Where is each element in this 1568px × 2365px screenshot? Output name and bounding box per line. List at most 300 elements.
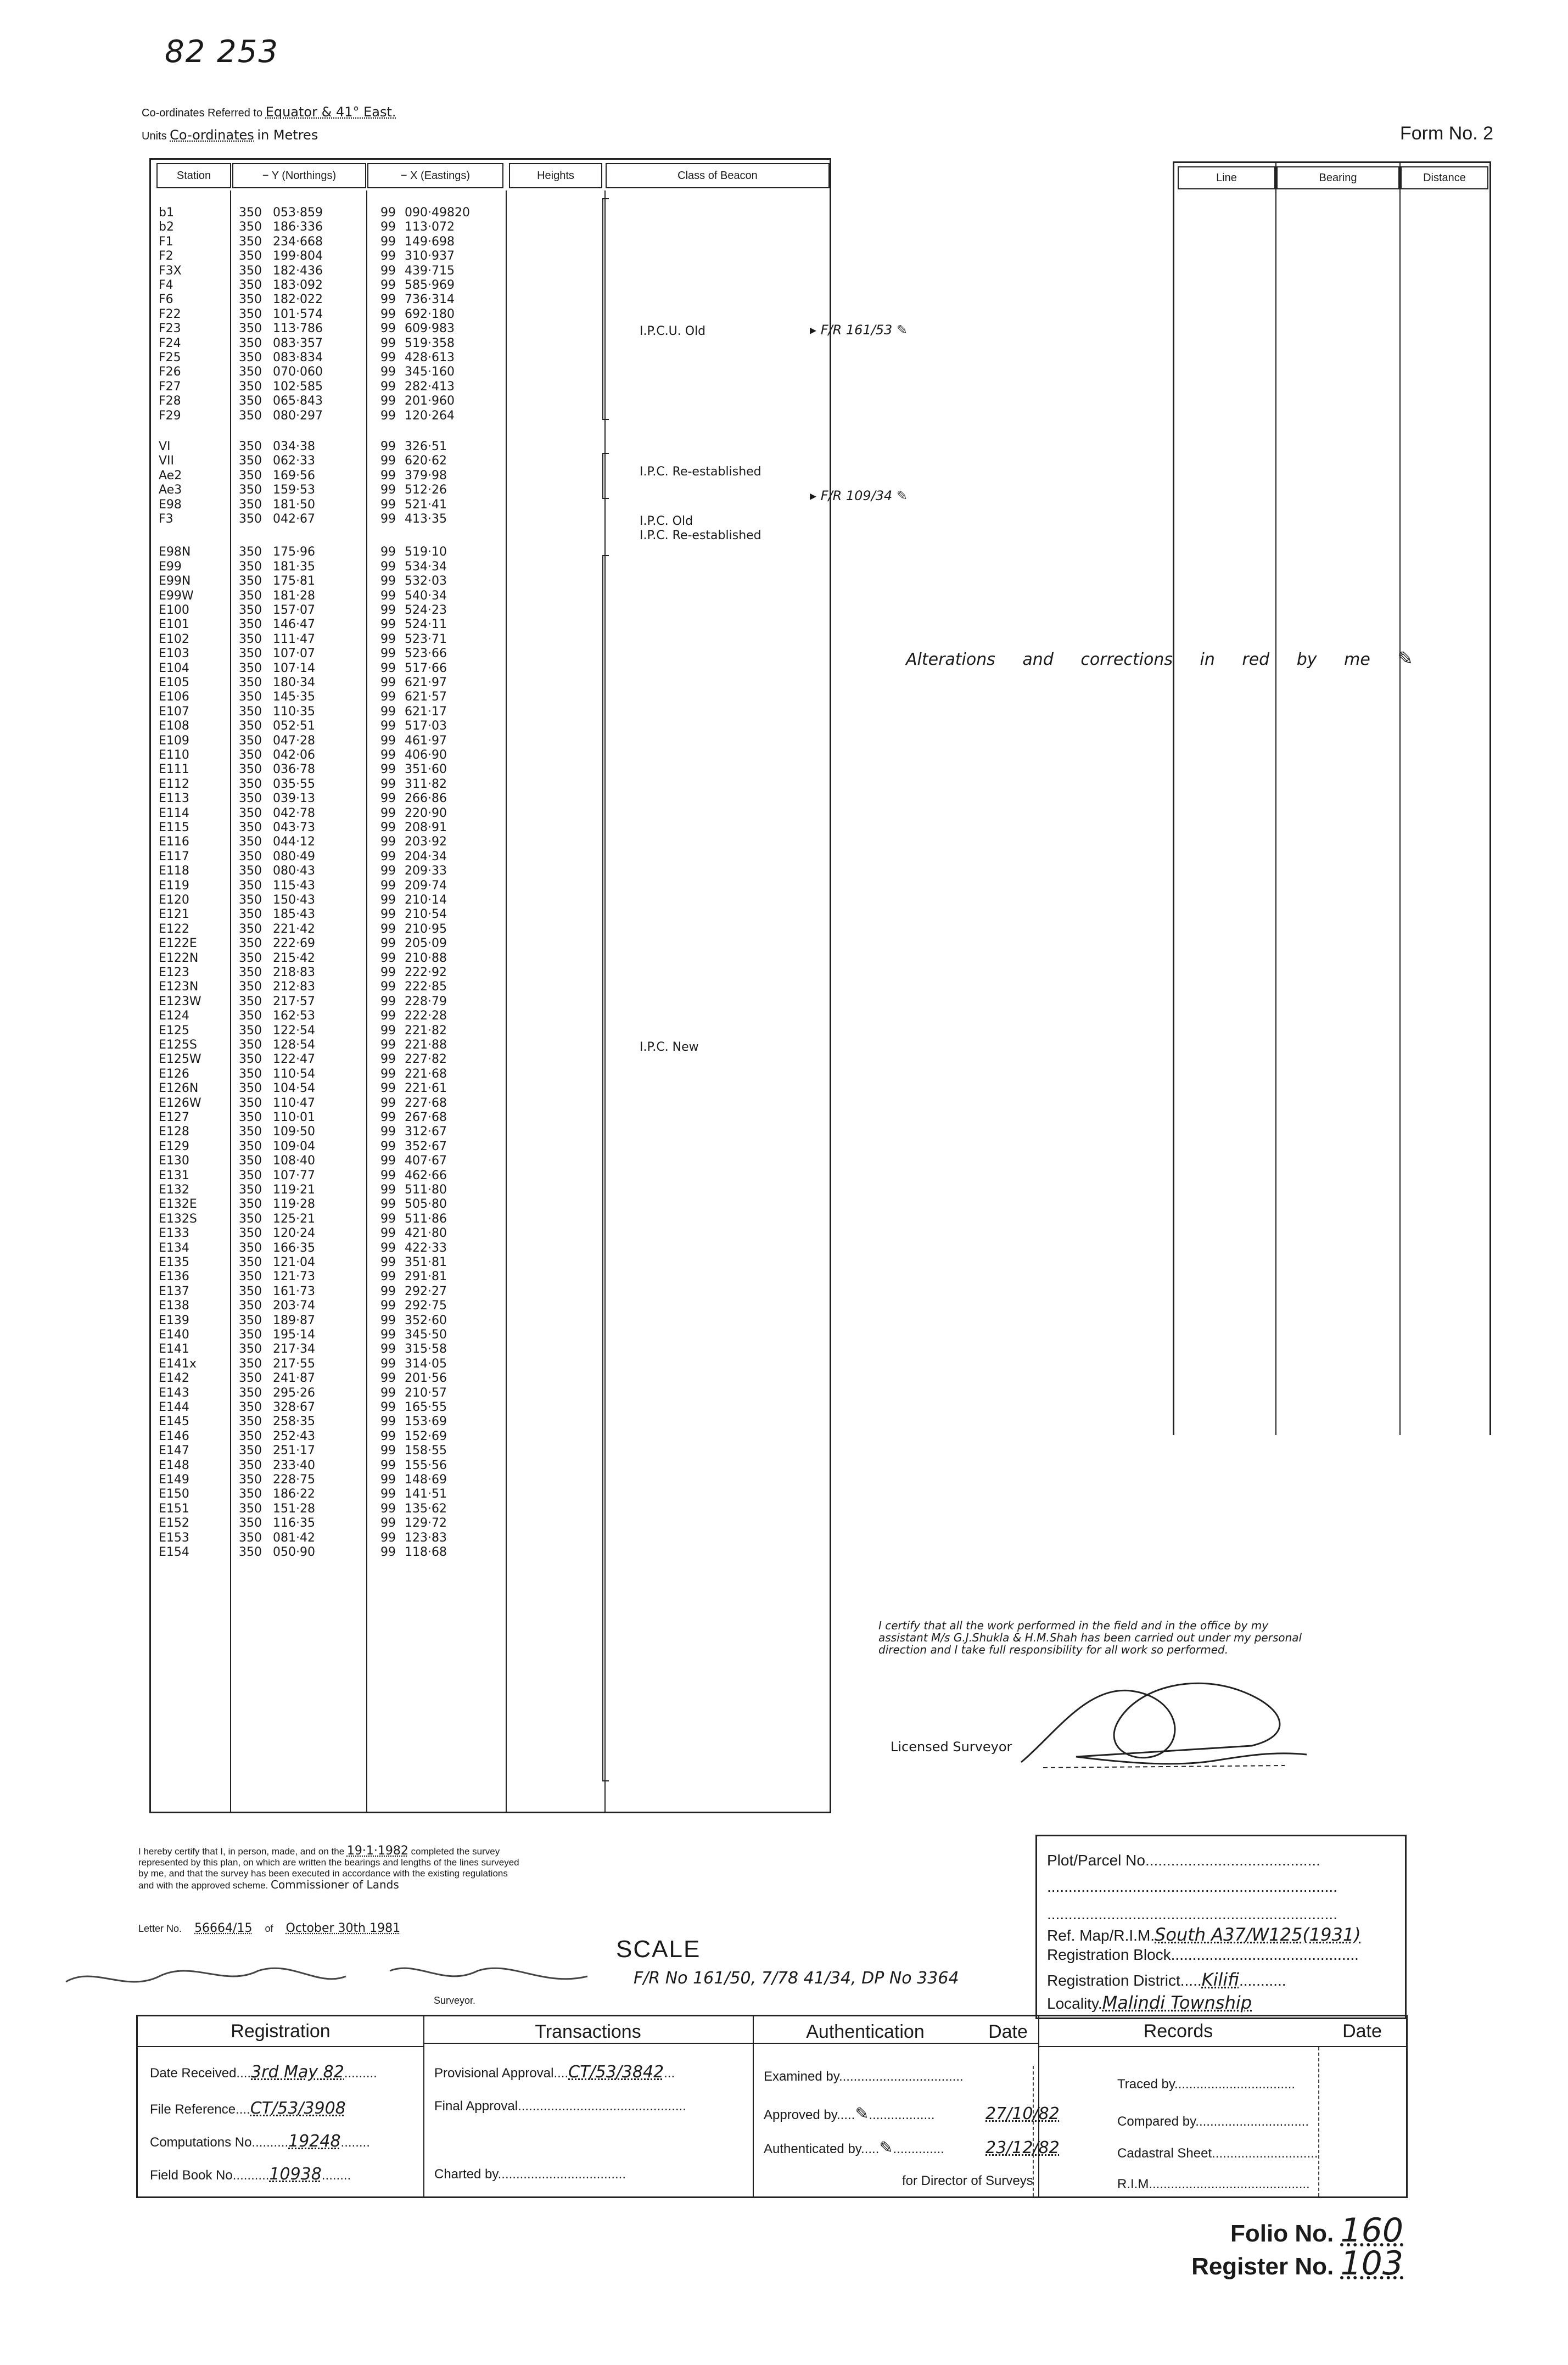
northing-value: 042·67	[273, 512, 315, 526]
northing-prefix: 350	[239, 336, 262, 350]
northing-value: 128·54	[273, 1038, 315, 1052]
easting-value: 209·33	[405, 864, 447, 878]
easting-prefix: 99	[380, 365, 396, 379]
easting-value: 227·82	[405, 1052, 447, 1067]
northing-prefix: 350	[239, 249, 262, 264]
northing-value: 150·43	[273, 893, 315, 907]
easting-prefix: 99	[380, 966, 396, 979]
surveyor-label: Surveyor.	[434, 1995, 476, 2006]
northing-value: 047·28	[273, 733, 315, 748]
easting-prefix: 99	[380, 835, 396, 849]
easting-value: 621·97	[405, 676, 447, 690]
easting-value: 205·09	[405, 937, 447, 951]
dashed-divider	[1318, 2047, 1319, 2196]
northing-prefix: 350	[239, 849, 262, 864]
easting-value: 282·413	[405, 379, 455, 394]
easting-prefix: 99	[380, 676, 396, 690]
beacon-class-5: I.P.C. New	[640, 1040, 699, 1054]
easting-prefix: 99	[380, 468, 396, 483]
station-cell: VI	[159, 440, 171, 453]
locality-line: Locality.Malindi Township	[1047, 1992, 1252, 2013]
letter-line: Letter No. 56664/15 of October 30th 1981	[138, 1921, 410, 1935]
station-cell: E136	[159, 1270, 189, 1284]
header-eastings: − X (Eastings)	[367, 163, 503, 188]
station-cell: F28	[159, 394, 181, 408]
traced-by-line: Traced by.................................	[1117, 2077, 1296, 2092]
station-cell: F4	[159, 278, 173, 292]
easting-prefix: 99	[380, 893, 396, 907]
northing-prefix: 350	[239, 220, 262, 234]
easting-value: 141·51	[405, 1487, 447, 1501]
col-divider	[366, 190, 367, 1812]
northing-prefix: 350	[239, 1501, 262, 1516]
station-cell: E109	[159, 733, 189, 748]
easting-value: 165·55	[405, 1400, 447, 1414]
easting-prefix: 99	[380, 1531, 396, 1545]
easting-value: 201·56	[405, 1371, 447, 1386]
station-cell: F29	[159, 408, 181, 423]
station-cell: E121	[159, 907, 189, 922]
northing-value: 034·38	[273, 440, 315, 453]
northing-prefix: 350	[239, 1415, 262, 1429]
northing-value: 175·81	[273, 574, 315, 589]
header-heights: Heights	[509, 163, 602, 188]
easting-value: 221·61	[405, 1081, 447, 1096]
northing-value: 166·35	[273, 1241, 315, 1255]
easting-prefix: 99	[380, 206, 396, 220]
easting-prefix: 99	[380, 1313, 396, 1327]
northing-value: 161·73	[273, 1284, 315, 1298]
beacon-class-3: I.P.C. Old	[640, 514, 693, 528]
easting-value: 621·57	[405, 690, 447, 704]
northing-prefix: 350	[239, 1009, 262, 1023]
easting-prefix: 99	[380, 647, 396, 661]
easting-prefix: 99	[380, 394, 396, 408]
northing-prefix: 350	[239, 293, 262, 307]
easting-prefix: 99	[380, 1212, 396, 1226]
easting-prefix: 99	[380, 293, 396, 307]
northing-value: 070·060	[273, 365, 323, 379]
easting-value: 291·81	[405, 1270, 447, 1284]
northing-prefix: 350	[239, 1516, 262, 1531]
station-cell: Ae2	[159, 468, 182, 483]
easting-value: 221·68	[405, 1067, 447, 1081]
easting-prefix: 99	[380, 1386, 396, 1400]
easting-value: 152·69	[405, 1429, 447, 1443]
easting-value: 292·75	[405, 1299, 447, 1313]
easting-value: 209·74	[405, 878, 447, 893]
northing-prefix: 350	[239, 394, 262, 408]
easting-prefix: 99	[380, 1183, 396, 1197]
northing-prefix: 350	[239, 234, 262, 249]
easting-prefix: 99	[380, 864, 396, 878]
northing-value: 042·06	[273, 748, 315, 762]
easting-prefix: 99	[380, 1139, 396, 1153]
northing-prefix: 350	[239, 512, 262, 526]
northing-value: 110·47	[273, 1096, 315, 1110]
station-cell: E118	[159, 864, 189, 878]
northing-value: 065·843	[273, 394, 323, 408]
northing-value: 169·56	[273, 468, 315, 483]
station-cell: E123W	[159, 994, 201, 1008]
station-cell: E110	[159, 748, 189, 762]
easting-prefix: 99	[380, 878, 396, 893]
station-cell: E151	[159, 1501, 189, 1516]
charted-by-line: Charted by...................................	[434, 2167, 626, 2182]
easting-prefix: 99	[380, 763, 396, 777]
surveyor-signature	[60, 1954, 598, 1998]
easting-value: 524·11	[405, 618, 447, 632]
records-date-header: Date	[1318, 2016, 1406, 2047]
licensed-surveyor-signature	[1010, 1652, 1318, 1795]
easting-prefix: 99	[380, 234, 396, 249]
northing-prefix: 350	[239, 1096, 262, 1110]
northing-value: 180·34	[273, 676, 315, 690]
easting-prefix: 99	[380, 1023, 396, 1038]
northing-prefix: 350	[239, 1458, 262, 1472]
northing-value: 145·35	[273, 690, 315, 704]
easting-value: 210·14	[405, 893, 447, 907]
form-number: Form No. 2	[1399, 123, 1493, 144]
northing-prefix: 350	[239, 1139, 262, 1153]
folio-number: Folio No. 160	[1230, 2211, 1403, 2250]
northing-prefix: 350	[239, 1256, 262, 1269]
ref-map-line: Ref. Map/R.I.M.South A37/W125(1931)	[1047, 1924, 1361, 1945]
northing-prefix: 350	[239, 907, 262, 922]
easting-value: 135·62	[405, 1501, 447, 1516]
plot-blank-line: ....................................................................	[1047, 1878, 1337, 1895]
row-divider	[423, 2043, 1038, 2044]
alterations-note: Alterations and corrections in red by me ✎	[906, 648, 1413, 670]
units-value: Co-ordinates	[170, 127, 254, 143]
station-cell: E129	[159, 1139, 189, 1153]
northing-value: 107·07	[273, 647, 315, 661]
fr-numbers: F/R No 161/50, 7/78 41/34, DP No 3364	[634, 1969, 959, 1988]
easting-value: 221·82	[405, 1023, 447, 1038]
northing-value: 116·35	[273, 1516, 315, 1531]
easting-prefix: 99	[380, 1197, 396, 1212]
northing-prefix: 350	[239, 1038, 262, 1052]
easting-value: 090·49820	[405, 206, 470, 220]
easting-prefix: 99	[380, 733, 396, 748]
easting-prefix: 99	[380, 1545, 396, 1559]
northing-value: 110·01	[273, 1111, 315, 1124]
station-cell: E122N	[159, 951, 199, 965]
northing-value: 199·804	[273, 249, 323, 264]
coordinates-referred-value: Equator & 41° East.	[265, 104, 396, 120]
coordinates-table	[149, 158, 908, 1813]
easting-prefix: 99	[380, 1487, 396, 1501]
easting-value: 222·92	[405, 966, 447, 979]
station-cell: E100	[159, 603, 189, 617]
easting-value: 210·57	[405, 1386, 447, 1400]
northing-value: 104·54	[273, 1081, 315, 1096]
col-divider	[1399, 163, 1401, 1435]
easting-prefix: 99	[380, 249, 396, 264]
northing-value: 233·40	[273, 1458, 315, 1472]
easting-value: 413·35	[405, 512, 447, 526]
northing-value: 295·26	[273, 1386, 315, 1400]
provisional-approval-line: Provisional Approval....CT/53/3842...	[434, 2063, 675, 2082]
easting-prefix: 99	[380, 1038, 396, 1052]
northing-value: 186·336	[273, 220, 323, 234]
easting-prefix: 99	[380, 1125, 396, 1139]
surveyor-certificate: I certify that all the work performed in the field and in the office by my assistant M/s G.J.Shukla & H.M.Shah has been carried out under my personal direction and I take full responsibility for all work so performed.	[878, 1619, 1302, 1656]
easting-value: 620·62	[405, 454, 447, 468]
easting-value: 519·10	[405, 545, 447, 559]
easting-value: 512·26	[405, 483, 447, 497]
northing-prefix: 350	[239, 1023, 262, 1038]
northing-value: 053·859	[273, 206, 323, 220]
easting-prefix: 99	[380, 937, 396, 951]
northing-value: 080·43	[273, 864, 315, 878]
northing-value: 182·022	[273, 293, 323, 307]
northing-value: 110·35	[273, 704, 315, 719]
station-cell: E142	[159, 1371, 189, 1386]
field-book-line: Field Book No..........10938........	[150, 2165, 351, 2184]
easting-value: 120·264	[405, 408, 455, 423]
easting-prefix: 99	[380, 512, 396, 526]
northing-prefix: 350	[239, 618, 262, 632]
easting-prefix: 99	[380, 379, 396, 394]
easting-prefix: 99	[380, 1284, 396, 1298]
northing-prefix: 350	[239, 468, 262, 483]
station-cell: E125	[159, 1023, 189, 1038]
station-cell: E132S	[159, 1212, 197, 1226]
station-cell: E133	[159, 1226, 189, 1241]
northing-value: 109·50	[273, 1125, 315, 1139]
northing-prefix: 350	[239, 1444, 262, 1458]
easting-prefix: 99	[380, 719, 396, 733]
station-cell: E114	[159, 806, 189, 820]
easting-prefix: 99	[380, 1067, 396, 1081]
northing-prefix: 350	[239, 574, 262, 589]
station-cell: F3	[159, 512, 173, 526]
northing-prefix: 350	[239, 497, 262, 512]
northing-prefix: 350	[239, 1212, 262, 1226]
northing-prefix: 350	[239, 893, 262, 907]
easting-value: 113·072	[405, 220, 455, 234]
northing-value: 036·78	[273, 763, 315, 777]
northing-prefix: 350	[239, 365, 262, 379]
easting-prefix: 99	[380, 704, 396, 719]
station-cell: E140	[159, 1328, 189, 1342]
northing-prefix: 350	[239, 603, 262, 617]
northing-prefix: 350	[239, 951, 262, 965]
northing-prefix: 350	[239, 322, 262, 336]
beacon-class-2: I.P.C. Re-established	[640, 465, 761, 479]
beacon-class-1: I.P.C.U. Old	[640, 324, 706, 338]
easting-value: 345·50	[405, 1328, 447, 1342]
easting-prefix: 99	[380, 545, 396, 559]
easting-prefix: 99	[380, 792, 396, 806]
class-bracket	[602, 453, 609, 499]
rim-line: R.I.M............................................	[1117, 2177, 1310, 2192]
northing-value: 080·297	[273, 408, 323, 423]
northing-value: 258·35	[273, 1415, 315, 1429]
northing-value: 044·12	[273, 835, 315, 849]
northing-value: 107·14	[273, 661, 315, 675]
easting-value: 461·97	[405, 733, 447, 748]
northing-prefix: 350	[239, 1111, 262, 1124]
northing-value: 108·40	[273, 1154, 315, 1168]
beacon-class-4: I.P.C. Re-established	[640, 529, 761, 542]
easting-prefix: 99	[380, 574, 396, 589]
line-bearing-table	[1173, 161, 1491, 1435]
northing-value: 113·786	[273, 322, 323, 336]
survey-date: 19·1·1982	[346, 1844, 408, 1858]
easting-value: 312·67	[405, 1125, 447, 1139]
northing-value: 251·17	[273, 1444, 315, 1458]
easting-value: 352·67	[405, 1139, 447, 1153]
northing-prefix: 350	[239, 1371, 262, 1386]
plot-parcel-line: Plot/Parcel No.........................................	[1047, 1852, 1320, 1869]
easting-prefix: 99	[380, 1009, 396, 1023]
northing-value: 146·47	[273, 618, 315, 632]
northing-value: 052·51	[273, 719, 315, 733]
station-cell: E126	[159, 1067, 189, 1081]
authenticated-by-line: Authenticated by.....✎..............	[764, 2138, 944, 2157]
easting-value: 310·937	[405, 249, 455, 264]
station-cell: E123N	[159, 980, 199, 994]
northing-prefix: 350	[239, 763, 262, 777]
units	[142, 127, 318, 143]
northing-value: 195·14	[273, 1328, 315, 1342]
station-cell: E154	[159, 1545, 189, 1559]
authenticated-date: 23/12/82	[985, 2138, 1060, 2157]
northing-value: 115·43	[273, 878, 315, 893]
plot-details-box	[1035, 1835, 1407, 2019]
easting-prefix: 99	[380, 849, 396, 864]
director-label: for Director of Surveys	[902, 2173, 1033, 2188]
easting-value: 505·80	[405, 1197, 447, 1212]
station-cell: E147	[159, 1444, 189, 1458]
northing-prefix: 350	[239, 661, 262, 675]
units-label: Units	[142, 130, 167, 142]
col-divider	[506, 190, 507, 1812]
file-reference-line: File Reference....CT/53/3908	[150, 2099, 346, 2118]
station-cell: E98	[159, 497, 182, 512]
northing-value: 125·21	[273, 1212, 315, 1226]
station-cell: E125S	[159, 1038, 197, 1052]
class-bracket	[602, 555, 609, 1781]
station-cell: E122	[159, 922, 189, 936]
northing-prefix: 350	[239, 1545, 262, 1559]
cadastral-sheet-line: Cadastral Sheet.............................	[1117, 2146, 1318, 2161]
letter-number: 56664/15	[194, 1921, 253, 1935]
easting-value: 523·71	[405, 632, 447, 646]
northing-prefix: 350	[239, 1125, 262, 1139]
easting-prefix: 99	[380, 1458, 396, 1472]
registration-table	[136, 2015, 1408, 2198]
easting-prefix: 99	[380, 980, 396, 994]
station-cell: E143	[159, 1386, 189, 1400]
northing-value: 109·04	[273, 1139, 315, 1153]
northing-value: 083·834	[273, 351, 323, 365]
records-header: Records	[1038, 2016, 1318, 2047]
station-cell: E125W	[159, 1052, 201, 1067]
easting-value: 534·34	[405, 559, 447, 574]
station-cell: E149	[159, 1473, 189, 1487]
station-cell: E117	[159, 849, 189, 864]
northing-prefix: 350	[239, 278, 262, 292]
station-cell: E132E	[159, 1197, 197, 1212]
coordinates-referred-label: Co-ordinates Referred to	[142, 107, 263, 119]
station-cell: E130	[159, 1154, 189, 1168]
register-number: Register No. 103	[1191, 2244, 1403, 2283]
station-cell: E148	[159, 1458, 189, 1472]
easting-prefix: 99	[380, 1226, 396, 1241]
header-station: Station	[156, 163, 231, 188]
station-cell: F27	[159, 379, 181, 394]
easting-value: 511·80	[405, 1183, 447, 1197]
easting-prefix: 99	[380, 307, 396, 321]
easting-prefix: 99	[380, 1299, 396, 1313]
easting-value: 129·72	[405, 1516, 447, 1531]
plot-blank-line: ....................................................................	[1047, 1906, 1337, 1923]
station-cell: E119	[159, 878, 189, 893]
station-cell: E134	[159, 1241, 189, 1255]
station-cell: F1	[159, 234, 173, 249]
easting-prefix: 99	[380, 1342, 396, 1357]
station-cell: F25	[159, 351, 181, 365]
northing-prefix: 350	[239, 379, 262, 394]
easting-value: 123·83	[405, 1531, 447, 1545]
compared-by-line: Compared by...............................	[1117, 2114, 1309, 2129]
easting-value: 266·86	[405, 792, 447, 806]
station-cell: F3X	[159, 264, 182, 278]
northing-prefix: 350	[239, 351, 262, 365]
northing-value: 181·50	[273, 497, 315, 512]
station-cell: E152	[159, 1516, 189, 1531]
easting-prefix: 99	[380, 951, 396, 965]
station-cell: E138	[159, 1299, 189, 1313]
northing-prefix: 350	[239, 1154, 262, 1168]
commissioner: Commissioner of Lands	[271, 1878, 399, 1891]
easting-value: 736·314	[405, 293, 455, 307]
easting-prefix: 99	[380, 408, 396, 423]
easting-value: 267·68	[405, 1111, 447, 1124]
easting-prefix: 99	[380, 589, 396, 603]
northing-prefix: 350	[239, 1284, 262, 1298]
easting-prefix: 99	[380, 922, 396, 936]
easting-value: 517·03	[405, 719, 447, 733]
station-cell: E131	[159, 1168, 189, 1182]
northing-value: 328·67	[273, 1400, 315, 1414]
northing-prefix: 350	[239, 676, 262, 690]
easting-value: 227·68	[405, 1096, 447, 1110]
easting-value: 428·613	[405, 351, 455, 365]
station-cell: E99W	[159, 589, 194, 603]
northing-prefix: 350	[239, 1241, 262, 1255]
easting-value: 210·54	[405, 907, 447, 922]
licensed-surveyor-label: Licensed Surveyor	[891, 1739, 1012, 1755]
northing-value: 186·22	[273, 1487, 315, 1501]
northing-prefix: 350	[239, 1168, 262, 1182]
northing-value: 081·42	[273, 1531, 315, 1545]
easting-prefix: 99	[380, 690, 396, 704]
northing-value: 043·73	[273, 821, 315, 834]
northing-prefix: 350	[239, 1342, 262, 1357]
northing-value: 175·96	[273, 545, 315, 559]
northing-prefix: 350	[239, 1081, 262, 1096]
easting-value: 351·81	[405, 1256, 447, 1269]
easting-value: 158·55	[405, 1444, 447, 1458]
northing-value: 182·436	[273, 264, 323, 278]
northing-value: 212·83	[273, 980, 315, 994]
northing-value: 035·55	[273, 777, 315, 791]
easting-value: 222·28	[405, 1009, 447, 1023]
